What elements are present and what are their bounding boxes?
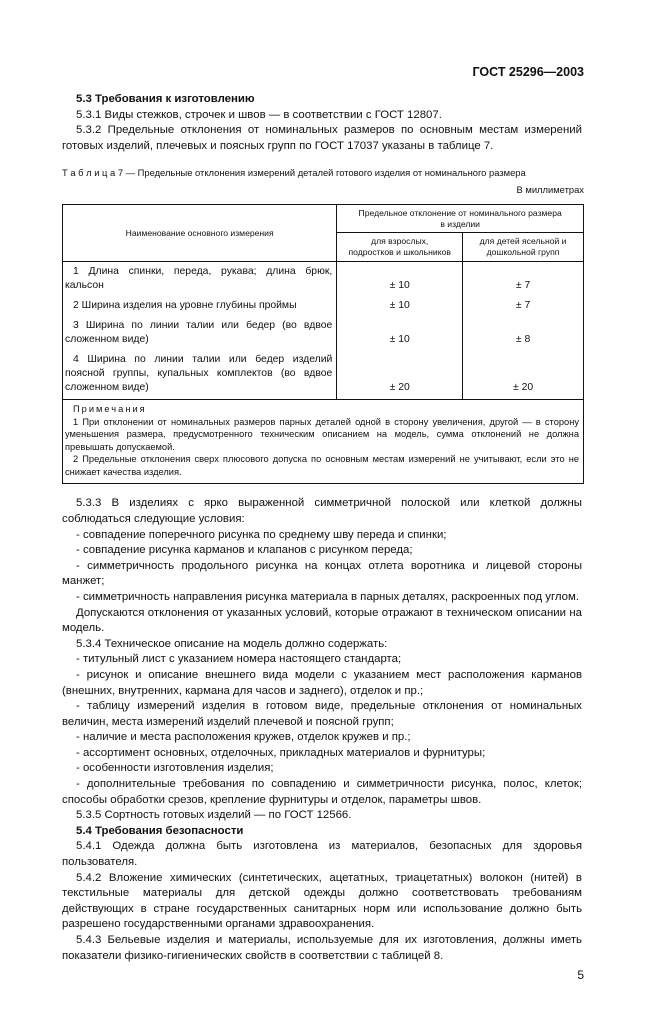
row-value-children: ± 8 — [463, 316, 584, 350]
row-value-adults: ± 10 — [337, 262, 463, 297]
column-header-adults: для взрослых, подростков и школьников — [337, 233, 463, 262]
document-id: ГОСТ 25296—2003 — [472, 65, 584, 79]
list-item: - ассортимент основных, отделочных, прикладных материалов и фурнитуры; — [76, 746, 486, 759]
paragraph: 5.4.1 Одежда должна быть изготовлена из материалов, безопасных для здоровья пользователя. — [62, 840, 582, 869]
list-item: - таблицу измерений изделия в готовом виде, предельные отклонения от номинальных величин, места измерений изделий плечевой и поясной групп; — [62, 700, 582, 728]
paragraph: 5.4.3 Бельевые изделия и материалы, используемые для их изготовления, должны иметь показатели физико-гигиенических свойств в соответствии с таблицей 8. — [62, 934, 582, 962]
table-caption: Т а б л и ц а 7 — Предельные отклонения измерений деталей готового изделия от номинального размера — [62, 167, 526, 179]
row-value-children: ± 20 — [463, 350, 584, 400]
paragraph: 5.3.2 Предельные отклонения от номинальных размеров по основным местам измерений готовых изделий, плечевых и поясных групп по ГОСТ 17037 указаны в таблице 7. — [62, 124, 582, 152]
row-value-adults: ± 10 — [337, 296, 463, 316]
row-value-adults: ± 10 — [337, 316, 463, 350]
row-value-children: ± 7 — [463, 296, 584, 316]
column-header-children: для детей ясельной и дошкольной групп — [463, 233, 584, 262]
row-name: 4 Ширина по линии талии или бедер изделий поясной группы, купальных комплектов (во вдвое сложенном виде) — [63, 350, 337, 400]
list-item: - наличие и места расположения кружев, отделок кружев и пр.; — [76, 731, 411, 744]
note: 1 При отклонении от номинальных размеров парных деталей одной в сторону увеличения, другой — в сторону уменьшения размера, предусмотренного техническим описанием на модель, сумма отклонений не должна превышать допускаемой. — [65, 416, 579, 452]
paragraph: Допускаются отклонения от указанных условий, которые отражают в техническом описании на модель. — [62, 606, 582, 635]
list-item: - рисунок и описание внешнего вида модели с указанием мест расположения карманов (внешних, внутренних, кармана для часов и заднего), отделок и пр.; — [62, 668, 582, 697]
row-value-adults: ± 20 — [337, 350, 463, 400]
note: 2 Предельные отклонения сверх плюсового допуска по основным местам измерений не учитывают, если это не снижает качества изделия. — [65, 454, 579, 477]
row-name: 2 Ширина изделия на уровне глубины проймы — [63, 296, 337, 316]
paragraph: 5.3.4 Техническое описание на модель должно содержать: — [76, 637, 388, 650]
table-row — [63, 296, 584, 316]
paragraph: 5.3.3 В изделиях с ярко выраженной симметричной полоской или клеткой должны соблюдаться следующие условия: — [62, 497, 582, 525]
section-5-3 — [62, 92, 582, 154]
row-name: 3 Ширина по линии талии или бедер (во вдвое сложенном виде) — [63, 316, 337, 350]
table-unit: В миллиметрах — [516, 184, 584, 196]
paragraph: 5.3.1 Виды стежков, строчек и швов — в соответствии с ГОСТ 12807. — [76, 108, 442, 121]
row-name: 1 Длина спинки, переда, рукава; длина брюк, кальсон — [63, 262, 337, 297]
list-item: - совпадение поперечного рисунка по среднему шву переда и спинки; — [76, 528, 447, 541]
row-value-children: ± 7 — [463, 262, 584, 297]
section-title: 5.4 Требования безопасности — [76, 824, 244, 837]
column-header-name: Наименование основного измерения — [63, 205, 337, 262]
list-item: - симметричность продольного рисунка на концах отлета воротника и лицевой стороны манжет; — [62, 559, 582, 588]
column-header-group: Предельное отклонение от номинального размера в изделии — [337, 205, 584, 233]
table-row — [63, 316, 584, 350]
table-7 — [62, 204, 584, 484]
section-title: 5.3 Требования к изготовлению — [76, 93, 255, 105]
list-item: - симметричность направления рисунка материала в парных деталях, раскроенных под углом. — [76, 590, 579, 603]
list-item: - совпадение рисунка карманов и клапанов с рисунком переда; — [76, 544, 413, 557]
body-text — [62, 496, 582, 964]
page-number: 5 — [577, 968, 584, 983]
notes-title: Примечания — [73, 404, 147, 415]
paragraph: 5.4.2 Вложение химических (синтетических, ацетатных, триацетатных) волокон (нитей) в текстильные материалы для детской одежды должно соответствовать требованиям действующих в стране государственных санитарных норм или использование должно быть разрешено государственными органами здравоохранения. — [62, 871, 582, 931]
list-item: - дополнительные требования по совпадению и симметричности рисунка, полос, клеток; способы обработки срезов, крепление фурнитуры и отделок, параметры швов. — [62, 778, 582, 806]
paragraph: 5.3.5 Сортность готовых изделий — по ГОСТ 12566. — [76, 809, 352, 822]
list-item: - титульный лист с указанием номера настоящего стандарта; — [76, 653, 402, 666]
page — [62, 0, 584, 1023]
table-row — [63, 350, 584, 400]
table-row — [63, 262, 584, 297]
list-item: - особенности изготовления изделия; — [76, 762, 274, 775]
table-notes — [63, 400, 584, 484]
